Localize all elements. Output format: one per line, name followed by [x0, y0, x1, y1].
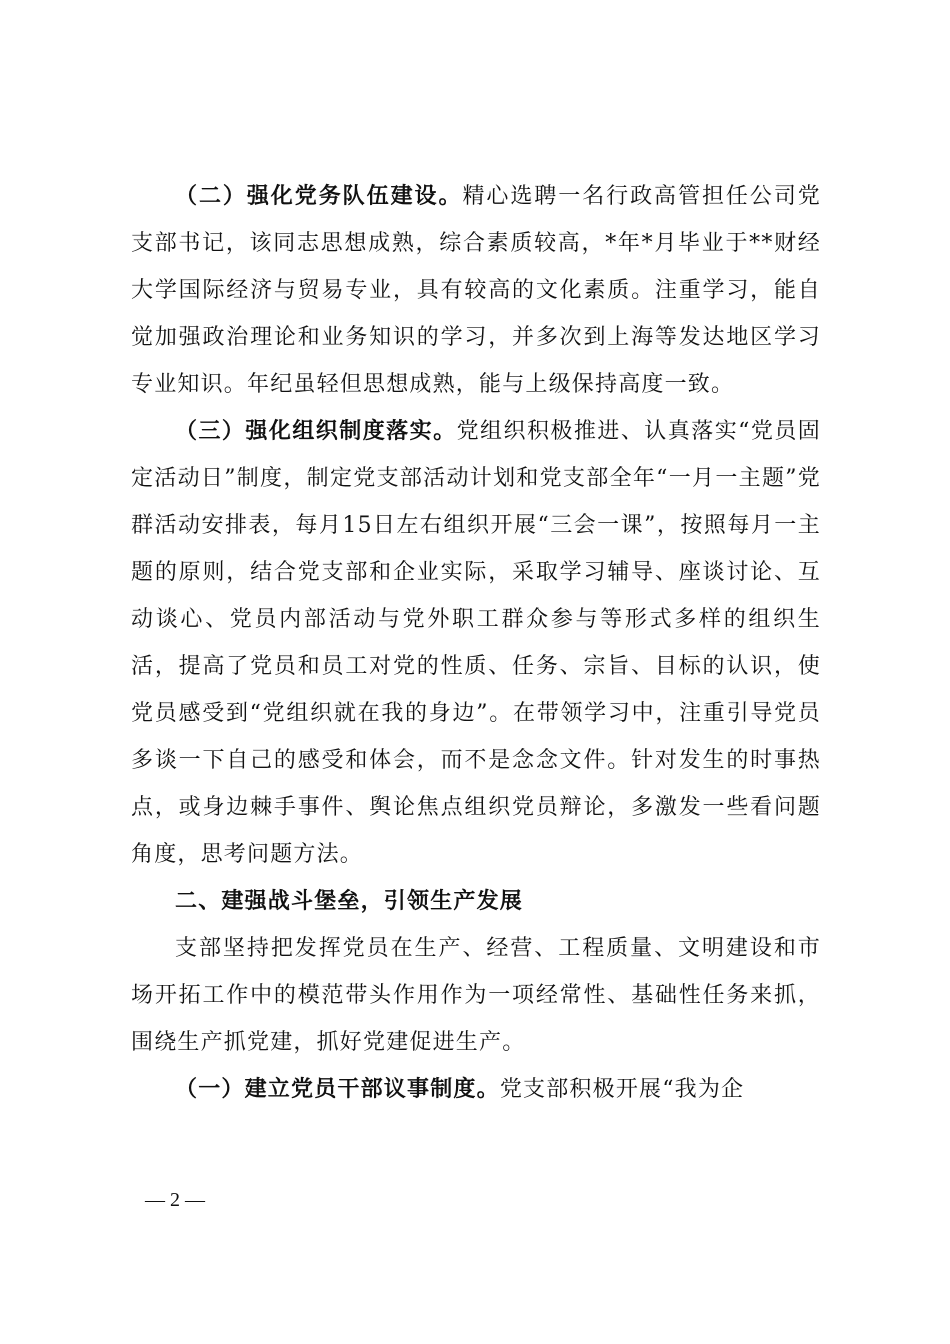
paragraph-party-team — [131, 173, 821, 408]
paragraph-lead: （二）强化党务队伍建设。 — [175, 184, 463, 209]
paragraph-lead: （三）强化组织制度落实。 — [175, 419, 457, 444]
paragraph-council-system — [131, 1066, 821, 1113]
page-number: — 2 — — [145, 1189, 205, 1211]
paragraph-text: 党支部积极开展“我为企 — [499, 1077, 745, 1102]
section-intro: 支部坚持把发挥党员在生产、经营、工程质量、文明建设和市场开拓工作中的模范带头作用作为一项经常性、基础性任务来抓，围绕生产抓党建，抓好党建促进生产。 — [131, 936, 821, 1055]
paragraph-lead: （一）建立党员干部议事制度。 — [175, 1077, 500, 1102]
paragraph-org-system — [131, 408, 821, 878]
paragraph-text: 精心选聘一名行政高管担任公司党支部书记，该同志思想成熟，综合素质较高，*年*月毕业于**财经大学国际经济与贸易专业，具有较高的文化素质。注重学习，能自觉加强政治理论和业务知识的学习，并多次到上海等发达地区学习专业知识。年纪虽轻但思想成熟，能与上级保持高度一致。 — [131, 184, 821, 397]
document-body — [131, 173, 821, 1113]
section-heading: 二、建强战斗堡垒，引领生产发展 — [175, 889, 524, 914]
paragraph-text: 党组织积极推进、认真落实“党员固定活动日”制度，制定党支部活动计划和党支部全年“一月一主题”党群活动安排表，每月15日左右组织开展“三会一课”，按照每月一主题的原则，结合党支部和企业实际，采取学习辅导、座谈讨论、互动谈心、党员内部活动与党外职工群众参与等形式多样的组织生活，提高了党员和员工对党的性质、任务、宗旨、目标的认识，使党员感受到“党组织就在我的身边”。在带领学习中，注重引导党员多谈一下自己的感受和体会，而不是念念文件。针对发生的时事热点，或身边棘手事件、舆论焦点组织党员辩论，多激发一些看问题角度，思考问题方法。 — [131, 419, 821, 867]
